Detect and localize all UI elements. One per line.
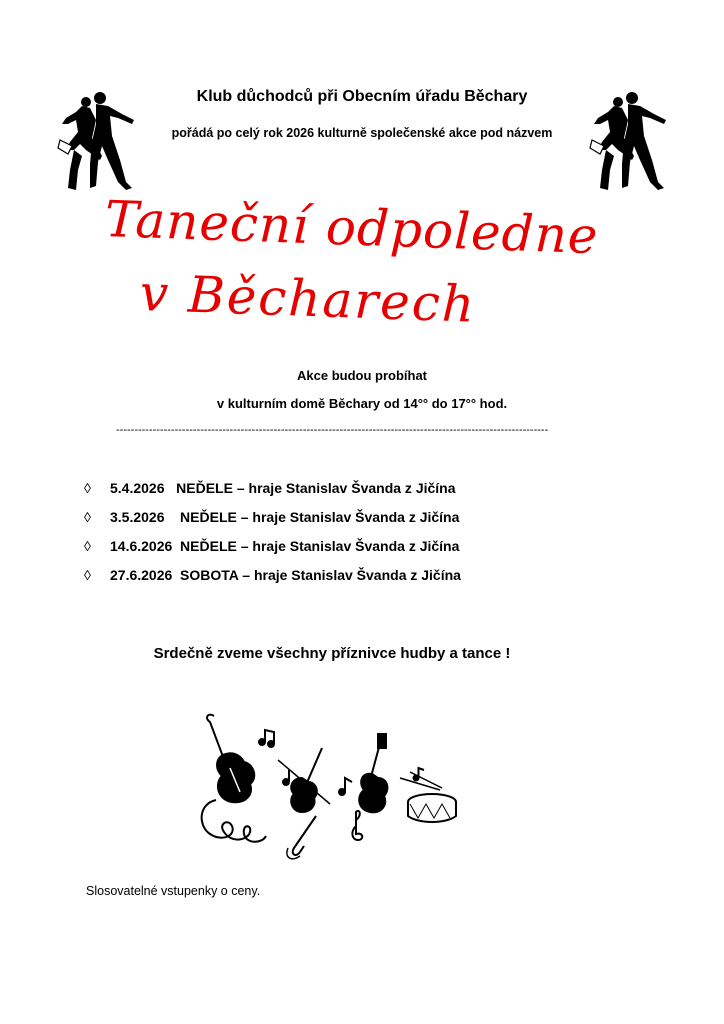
diamond-bullet-icon: ◊ [84,509,91,525]
subtitle: pořádá po celý rok 2026 kulturně společenské akce pod názvem [171,126,553,140]
invitation: Srdečně zveme všechny příznivce hudby a tance ! [153,645,511,662]
event-item [84,567,461,583]
musical-instruments-icon [196,708,462,864]
event-item [84,480,456,496]
title-line-2: v Běcharech [138,264,477,334]
event-item [84,538,459,554]
venue-line-1: Akce budou probíhat [297,368,427,383]
event-text: 5.4.2026 NEĎELE – hraje Stanislav Švanda z Jičína [110,480,456,496]
title-line-1: Taneční odpoledne [103,190,600,266]
diamond-bullet-icon: ◊ [84,538,91,554]
note: Slosovatelné vstupenky o ceny. [86,884,261,898]
divider: ---------------------------------------------------------------------------------------------------------------------- [116,424,549,436]
venue-line-2: v kulturním domě Běchary od 14°° do 17°° hod. [216,396,508,411]
event-item [84,509,459,525]
event-text: 14.6.2026 NEĎELE – hraje Stanislav Švanda z Jičína [110,538,460,554]
diamond-bullet-icon: ◊ [84,480,91,496]
club-name: Klub důchodců při Obecním úřadu Běchary [196,88,528,105]
event-text: 3.5.2026 NEĎELE – hraje Stanislav Švanda z Jičína [110,509,460,525]
event-text: 27.6.2026 SOBOTA – hraje Stanislav Švanda z Jičína [110,567,461,583]
diamond-bullet-icon: ◊ [84,567,91,583]
